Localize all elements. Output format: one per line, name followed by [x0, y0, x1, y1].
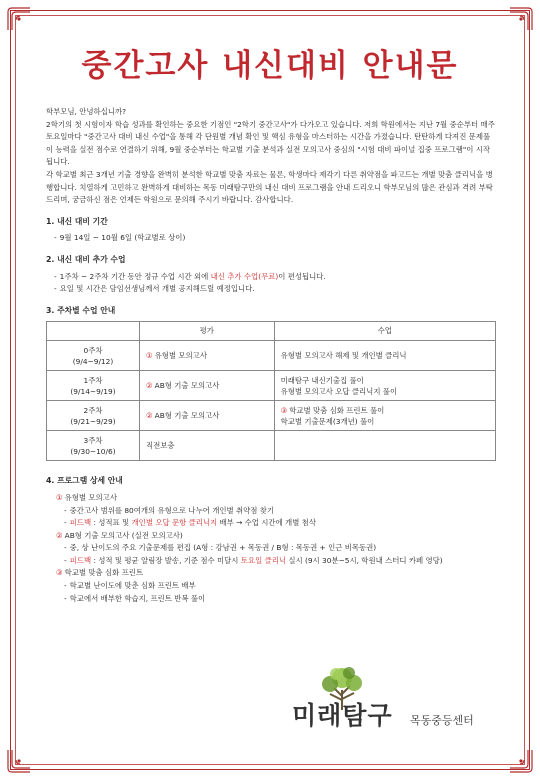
logo-name: 미래탐구 [292, 701, 393, 730]
week-cell [47, 371, 140, 401]
eval-cell [140, 341, 275, 371]
eval-number: ① [146, 351, 153, 361]
feedback-text: : 성적표 및 [91, 518, 132, 528]
week-cell [47, 341, 140, 371]
week-label: 0주차 [83, 345, 103, 355]
class-cell [274, 401, 495, 431]
intro-paragraph: 각 학교별 최근 3개년 기출 경향을 완벽히 분석한 학교별 맞춤 자료는 물론, 학생마다 제각기 다른 취약점을 파고드는 개별 맞춤 클리닉을 병행합니다. 치열하게 고민하고 완벽하게 대비하는 목동 미래탐구만의 내신 대비 프로그램을 안내 드리오니 학부모님의 많은 관심과 격려 부탁드리며, 궁금하신 점은 언제든 학원으로 문의해 주시기 바랍니다. 감사합니다. [46, 169, 493, 205]
extra-class-line: - 1주차 ~ 2주차 기간 동안 정규 수업 시간 외에 내신 추가 수업(무료)이 편성됩니다. [54, 271, 326, 281]
week-dates: (9/4~9/12) [72, 356, 114, 366]
intro-paragraph: 2학기의 첫 시험이자 학습 성과를 확인하는 중요한 기점인 "2학기 중간고사"가 다가오고 있습니다. 저희 학원에서는 지난 7월 중순부터 매주 토요일마다 "중간고사 대비 내신 수업"을 통해 각 단원별 개념 확인 및 핵심 유형을 마스터하는 시간을 가졌습니다. 탄탄하게 다져진 문제풀이 능력을 실전 점수로 연결하기 위해, 9월 중순부터는 학교별 기출 분석과 실전 모의고사 중심의 "시험 대비 파이널 집중 프로그램"이 시작됩니다. [46, 119, 495, 167]
program-feedback: - 피드백 : 성적표 및 개인별 오답 문항 클리닉지 배부 → 수업 시간에 개별 첨삭 [64, 518, 316, 528]
intro-section [46, 106, 496, 207]
corner-ornament-icon [508, 6, 534, 32]
section-heading: 2. 내신 대비 추가 수업 [46, 254, 126, 264]
program-line: - 중간고사 범위를 80여개의 유형으로 나누어 개인별 취약점 찾기 [64, 505, 275, 515]
greeting: 학부모님, 안녕하십니까? [46, 107, 127, 116]
feedback-highlight: 토요일 클리닉 [240, 555, 286, 565]
academy-logo [292, 666, 492, 736]
eval-text: 유형별 모의고사 [154, 351, 207, 361]
class-text: 유형별 모의고사 해제 및 개인별 클리닉 [280, 351, 407, 361]
week-cell [47, 431, 140, 461]
eval-text: AB형 기출 모의고사 [154, 411, 220, 421]
program-title-text: 유형별 모의고사 [64, 492, 117, 502]
extra-class-text: 이 편성됩니다. [278, 271, 326, 281]
section-heading: 4. 프로그램 상세 안내 [46, 476, 123, 486]
document-title: 중간고사 내신대비 안내문 [81, 48, 459, 84]
week-dates: (9/30~10/6) [70, 446, 116, 456]
table-row [47, 371, 496, 401]
table-header-class: 수업 [274, 322, 495, 341]
eval-number: ② [146, 381, 153, 391]
corner-ornament-icon [6, 748, 32, 774]
table-header-eval: 평가 [140, 322, 275, 341]
class-text: 학교별 맞춤 심화 프린트 풀이 [289, 405, 385, 415]
eval-cell [140, 401, 275, 431]
week-dates: (9/14~9/19) [70, 386, 116, 396]
feedback-text: 배부 → 수업 시간에 개별 첨삭 [217, 518, 316, 528]
program-title [46, 530, 496, 543]
feedback-label: 피드백 [69, 518, 92, 528]
table-row [47, 341, 496, 371]
section-heading: 1. 내신 대비 기간 [46, 216, 108, 226]
program-title [46, 492, 496, 505]
extra-class-highlight: 내신 추가 수업(무료) [210, 271, 279, 281]
program-line-text: 중, 상 난이도의 주요 기출문제를 편집 (A형 : 강남권 + 목동권 / B형 : 목동권 + 인근 비목동권) [69, 543, 377, 553]
program-line-text: 학교에서 배부한 학습지, 프린트 반복 풀이 [69, 593, 206, 603]
program-line: - 학교별 난이도에 맞춘 심화 프린트 배부 [64, 581, 196, 591]
eval-number: ② [146, 411, 153, 421]
schedule-notice-line: - 요일 및 시간은 담임선생님께서 개별 공지해드릴 예정입니다. [54, 284, 255, 294]
program-number: ② [56, 530, 63, 540]
section-heading: 3. 주차별 수업 안내 [46, 305, 116, 315]
program-line: - 학교에서 배부한 학습지, 프린트 반복 풀이 [64, 593, 206, 603]
document-body [46, 106, 496, 605]
class-cell [274, 341, 495, 371]
week-label: 3주차 [83, 435, 103, 445]
schedule-notice-text: 요일 및 시간은 담임선생님께서 개별 공지해드릴 예정입니다. [59, 284, 255, 294]
feedback-text: 실시 (9시 30분~5시, 학원내 스터디 카페 영당) [285, 555, 443, 565]
period-text: 9월 14일 ~ 10월 6일 (학교별로 상이) [59, 233, 186, 243]
class-cell [274, 371, 495, 401]
table-row [47, 431, 496, 461]
week-label: 1주차 [83, 375, 103, 385]
program-title [46, 567, 496, 580]
eval-cell [140, 371, 275, 401]
week-label: 2주차 [83, 405, 103, 415]
program-number: ① [56, 492, 63, 502]
logo-branch: 목동중등센터 [410, 714, 474, 727]
extra-class-text: 1주차 ~ 2주차 기간 동안 정규 수업 시간 외에 [59, 271, 211, 281]
class-text: 학교별 기출문제(3개년) 풀이 [280, 416, 375, 426]
feedback-highlight: 개인별 오답 문항 클리닉지 [131, 518, 218, 528]
class-text: 유형별 모의고사 오답 클리닉지 풀이 [280, 386, 398, 396]
weekly-schedule-table [46, 321, 496, 461]
program-title-text: AB형 기출 모의고사 (실전 모의고사) [64, 530, 183, 540]
week-dates: (9/21~9/29) [70, 416, 116, 426]
eval-cell [140, 431, 275, 461]
period-line: - 9월 14일 ~ 10월 6일 (학교별로 상이) [54, 233, 186, 243]
feedback-text: : 성적 및 평균 알림장 발송, 기준 점수 미달시 [91, 555, 241, 565]
eval-text: 직전보충 [146, 441, 175, 451]
class-number: ③ [280, 405, 288, 415]
week-cell [47, 401, 140, 431]
corner-ornament-icon [6, 6, 32, 32]
table-header-week [47, 322, 140, 341]
program-feedback: - 피드백 : 성적 및 평균 알림장 발송, 기준 점수 미달시 토요일 클리닉 실시 (9시 30분~5시, 학원내 스터디 카페 영당) [64, 555, 443, 565]
program-number: ③ [56, 568, 63, 578]
feedback-label: 피드백 [69, 555, 92, 565]
corner-ornament-icon [508, 748, 534, 774]
eval-text: AB형 기출 모의고사 [154, 381, 220, 391]
class-cell [274, 431, 495, 461]
table-row [47, 401, 496, 431]
program-title-text: 학교별 맞춤 심화 프린트 [64, 568, 144, 578]
program-line: - 중, 상 난이도의 주요 기출문제를 편집 (A형 : 강남권 + 목동권 / B형 : 목동권 + 인근 비목동권) [64, 543, 377, 553]
program-line-text: 중간고사 범위를 80여개의 유형으로 나누어 개인별 취약점 찾기 [69, 505, 275, 515]
class-text: 미래탐구 내신기출집 풀이 [280, 375, 364, 385]
program-line-text: 학교별 난이도에 맞춘 심화 프린트 배부 [69, 581, 196, 591]
